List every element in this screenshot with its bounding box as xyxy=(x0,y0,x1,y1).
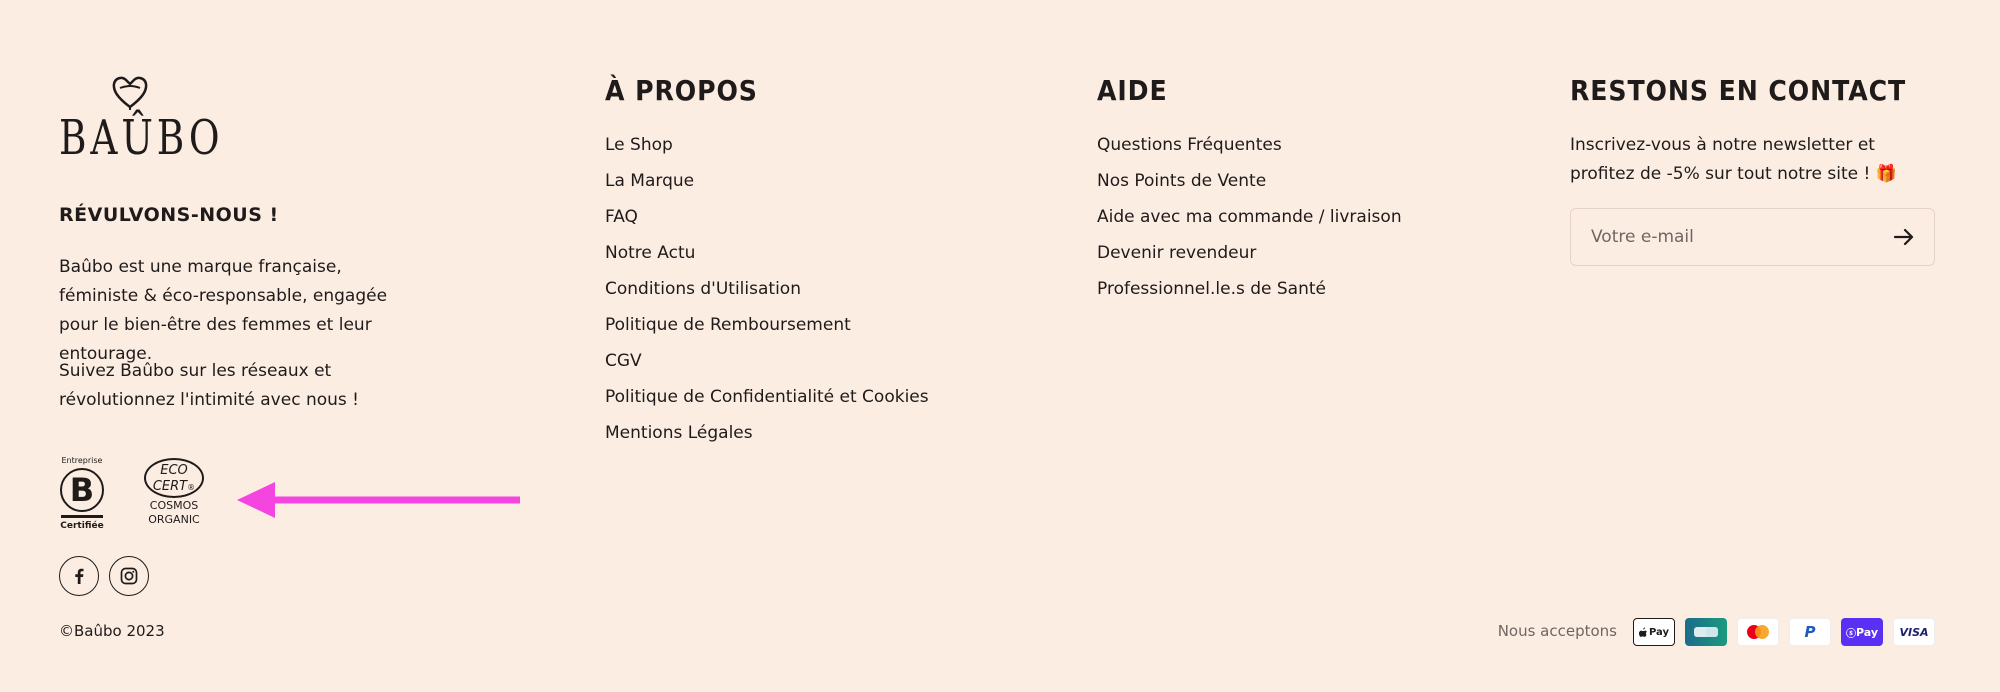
paypal-letter: P xyxy=(1804,623,1816,641)
shop-pay-icon xyxy=(1841,618,1883,646)
bcorp-divider xyxy=(61,515,103,518)
bcorp-bottom-text: Certifiée xyxy=(60,521,104,531)
facebook-button[interactable] xyxy=(59,556,99,596)
link-faq[interactable]: FAQ xyxy=(605,207,638,227)
follow-text: Suivez Baûbo sur les réseaux et révolutionnez l'intimité avec nous ! xyxy=(59,361,359,410)
ecocert-cosmos-organic-badge xyxy=(141,458,207,526)
newsletter-text: Inscrivez-vous à notre newsletter et profitez de -5% sur tout notre site ! 🎁 xyxy=(1570,135,1897,184)
ecocert-logo xyxy=(144,458,204,498)
brand-tagline: RÉVULVONS-NOUS ! xyxy=(59,204,279,226)
bcorp-top-text: Entreprise xyxy=(61,456,103,465)
apple-logo-icon xyxy=(1639,627,1648,638)
about-heading: À PROPOS xyxy=(605,74,758,107)
instagram-icon xyxy=(120,567,138,585)
cb-logo-icon xyxy=(1692,625,1720,639)
visa-text: VISA xyxy=(1899,625,1929,639)
certifications xyxy=(59,454,459,534)
link-cgv[interactable]: CGV xyxy=(605,351,642,371)
facebook-icon xyxy=(70,567,88,585)
heart-logo-icon xyxy=(110,74,150,110)
link-questions-frequentes[interactable]: Questions Fréquentes xyxy=(1097,135,1282,155)
annotation-arrow-icon xyxy=(237,480,521,520)
link-aide-commande[interactable]: Aide avec ma commande / livraison xyxy=(1097,207,1402,227)
newsletter-form xyxy=(1570,208,1935,266)
shop-pay-text: Pay xyxy=(1855,625,1879,639)
help-links xyxy=(1097,131,1402,311)
shop-pay-glyph: ⓢ xyxy=(1845,628,1856,640)
link-politique-remboursement[interactable]: Politique de Remboursement xyxy=(605,315,851,335)
brand-logo[interactable] xyxy=(59,74,224,170)
link-la-marque[interactable]: La Marque xyxy=(605,171,695,191)
bcorp-letter: B xyxy=(60,468,104,512)
b-corp-certification-badge xyxy=(59,456,105,531)
brand-description: Baûbo est une marque française, féministe & éco-responsable, engagée pour le bien-être des femmes et leur entourage. xyxy=(59,257,388,364)
visa-icon xyxy=(1893,618,1935,646)
mastercard-logo-icon xyxy=(1744,623,1772,641)
email-input[interactable] xyxy=(1572,210,1891,264)
contact-heading: RESTONS EN CONTACT xyxy=(1570,74,1907,107)
payment-methods xyxy=(1465,618,1935,646)
instagram-button[interactable] xyxy=(109,556,149,596)
link-points-de-vente[interactable]: Nos Points de Vente xyxy=(1097,171,1267,191)
copyright: ©Baûbo 2023 xyxy=(59,622,165,640)
link-le-shop[interactable]: Le Shop xyxy=(605,135,673,155)
link-conditions-utilisation[interactable]: Conditions d'Utilisation xyxy=(605,279,801,299)
link-devenir-revendeur[interactable]: Devenir revendeur xyxy=(1097,243,1257,263)
about-links xyxy=(605,131,929,455)
ecocert-registered-mark: ® xyxy=(187,483,196,492)
brand-wordmark: BAÛBO xyxy=(59,110,224,166)
apple-pay-icon xyxy=(1633,618,1675,646)
link-notre-actu[interactable]: Notre Actu xyxy=(605,243,696,263)
apple-pay-text: Pay xyxy=(1648,626,1670,638)
link-politique-confidentialite[interactable]: Politique de Confidentialité et Cookies xyxy=(605,387,929,407)
payment-label: Nous acceptons xyxy=(1497,622,1617,640)
ecocert-line2: CERT xyxy=(152,479,188,494)
help-heading: AIDE xyxy=(1097,74,1168,107)
mastercard-icon xyxy=(1737,618,1779,646)
link-professionnels-sante[interactable]: Professionnel.le.s de Santé xyxy=(1097,279,1326,299)
ecocert-sub1: COSMOS xyxy=(149,499,199,512)
submit-arrow-icon[interactable] xyxy=(1892,225,1916,249)
paypal-icon xyxy=(1789,618,1831,646)
ecocert-sub2: ORGANIC xyxy=(148,513,200,526)
ecocert-line1: ECO xyxy=(160,463,188,478)
cartes-bancaires-icon xyxy=(1685,618,1727,646)
link-mentions-legales[interactable]: Mentions Légales xyxy=(605,423,753,443)
